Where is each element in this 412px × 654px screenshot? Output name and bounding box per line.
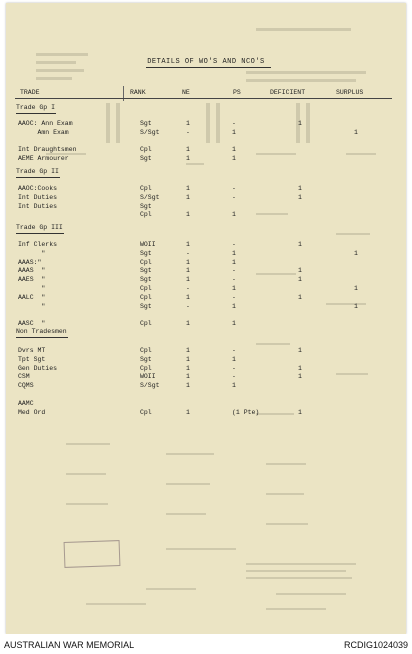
cell-ps: 1: [232, 258, 236, 266]
archive-footer: [0, 634, 412, 654]
cell-deficient: 1: [298, 408, 302, 416]
cell-trade: AAOC: Ann Exam: [18, 120, 73, 127]
header-ps: PS: [233, 89, 241, 96]
cell-ne: -: [186, 249, 190, 257]
cell-rank: Cpl: [140, 320, 152, 328]
cell-deficient: 1: [298, 185, 302, 192]
cell-rank: Sgt: [140, 120, 152, 127]
cell-rank: Cpl: [140, 347, 152, 354]
section-underline: [16, 337, 68, 338]
table-row: [6, 400, 406, 408]
cell-deficient: 1: [298, 373, 302, 381]
section-heading: Trade Gp III: [16, 224, 63, 231]
cell-ps: -: [232, 241, 236, 248]
table-row: [6, 276, 406, 284]
cell-rank: Sgt: [140, 249, 152, 257]
table-row: [6, 194, 406, 202]
cell-surplus: 1: [354, 128, 358, 136]
table-row: [6, 241, 406, 249]
section-underline: [16, 177, 60, 178]
table-row: [6, 347, 406, 355]
cell-surplus: 1: [354, 302, 358, 310]
cell-rank: Cpl: [140, 185, 152, 192]
document-sheet: [6, 3, 406, 634]
cell-trade: AEME Armourer: [18, 155, 69, 163]
table-row: [6, 311, 406, 319]
cell-trade: AASC ": [18, 320, 46, 328]
cell-rank: Sgt: [140, 302, 152, 310]
section-heading: Trade Gp I: [16, 104, 56, 111]
cell-trade: Gen Duties: [18, 364, 58, 372]
header-trade: TRADE: [20, 89, 40, 96]
table-row: [6, 259, 406, 267]
cell-ps: (1 Pte): [232, 408, 260, 416]
table-row: [6, 373, 406, 381]
cell-ps: -: [232, 373, 236, 381]
cell-ne: -: [186, 285, 190, 292]
cell-rank: Cpl: [140, 285, 152, 292]
cell-rank: Sgt: [140, 202, 152, 210]
header-rank: RANK: [130, 89, 146, 96]
cell-ps: -: [232, 293, 236, 301]
cell-ne: 1: [186, 267, 190, 275]
table-row: [6, 409, 406, 417]
cell-rank: Cpl: [140, 211, 152, 219]
cell-ne: 1: [186, 146, 190, 154]
cell-ps: 1: [232, 128, 236, 136]
cell-ps: 1: [232, 355, 236, 363]
cell-ne: 1: [186, 276, 190, 284]
cell-trade: Int Draughtsmen: [18, 146, 77, 154]
cell-ps: -: [232, 120, 236, 127]
cell-trade: ": [18, 249, 46, 257]
section-heading: Trade Gp II: [16, 168, 59, 175]
section-heading: Non Tradesmen: [16, 328, 67, 335]
cell-trade: AAES ": [18, 276, 46, 284]
cell-rank: S/Sgt: [140, 382, 160, 390]
cell-deficient: 1: [298, 276, 302, 284]
table-row: [6, 250, 406, 258]
cell-ne: 1: [186, 193, 190, 201]
cell-rank: Cpl: [140, 408, 152, 416]
cell-ne: 1: [186, 382, 190, 390]
header-ne: NE: [182, 89, 190, 96]
table-row: [6, 120, 406, 128]
cell-rank: Sgt: [140, 267, 152, 275]
cell-surplus: 1: [354, 285, 358, 292]
section-underline: [16, 113, 56, 114]
cell-trade: Med Ord: [18, 408, 46, 416]
cell-ps: 1: [232, 320, 236, 328]
cell-ne: 1: [186, 373, 190, 381]
cell-ne: 1: [186, 293, 190, 301]
cell-ne: 1: [186, 355, 190, 363]
cell-deficient: 1: [298, 293, 302, 301]
cell-ps: 1: [232, 155, 236, 163]
cell-trade: AAAS:": [18, 258, 42, 266]
cell-deficient: 1: [298, 267, 302, 275]
cell-rank: WOII: [140, 241, 156, 248]
cell-ps: -: [232, 364, 236, 372]
cell-ne: 1: [186, 320, 190, 328]
table-row: [6, 155, 406, 163]
cell-ne: 1: [186, 185, 190, 192]
table-row: [6, 285, 406, 293]
cell-trade: AAMC: [18, 399, 34, 407]
cell-trade: ": [18, 285, 46, 292]
cell-trade: CQMS: [18, 382, 34, 390]
cell-ne: -: [186, 128, 190, 136]
cell-ne: 1: [186, 347, 190, 354]
cell-trade: AAAS ": [18, 267, 46, 275]
cell-ps: 1: [232, 146, 236, 154]
cell-trade: Dvrs MT: [18, 347, 46, 354]
cell-trade: Tpt Sgt: [18, 355, 46, 363]
table-row: [6, 391, 406, 399]
archive-reference: RCDIG1024039: [343, 640, 408, 650]
cell-ps: 1: [232, 211, 236, 219]
cell-ps: -: [232, 267, 236, 275]
cell-trade: CSM: [18, 373, 30, 381]
cell-deficient: 1: [298, 120, 302, 127]
header-surplus: SURPLUS: [336, 89, 364, 96]
cell-ps: -: [232, 347, 236, 354]
table-row: [6, 203, 406, 211]
cell-deficient: 1: [298, 364, 302, 372]
header-rule: [15, 98, 392, 99]
cell-rank: Sgt: [140, 355, 152, 363]
cell-trade: Int Duties: [18, 202, 58, 210]
table-row: [6, 303, 406, 311]
cell-ne: 1: [186, 241, 190, 248]
cell-trade: Int Duties: [18, 193, 58, 201]
cell-deficient: 1: [298, 193, 302, 201]
table-row: [6, 129, 406, 137]
cell-rank: Cpl: [140, 146, 152, 154]
cell-trade: AAOC:Cooks: [18, 185, 58, 192]
cell-rank: Sgt: [140, 155, 152, 163]
cell-rank: Cpl: [140, 364, 152, 372]
cell-ps: -: [232, 276, 236, 284]
cell-rank: Sgt: [140, 276, 152, 284]
table-row: [6, 365, 406, 373]
cell-trade: Amn Exam: [18, 128, 69, 136]
cell-deficient: 1: [298, 347, 302, 354]
table-row: [6, 185, 406, 193]
cell-rank: S/Sgt: [140, 128, 160, 136]
table-row: [6, 356, 406, 364]
cell-ne: 1: [186, 120, 190, 127]
header-deficient: DEFICIENT: [270, 89, 306, 96]
table-row: [6, 382, 406, 390]
section-underline: [16, 233, 64, 234]
cell-trade: AALC ": [18, 293, 46, 301]
title-underline: [146, 67, 271, 68]
table-row: [6, 320, 406, 328]
cell-rank: S/Sgt: [140, 193, 160, 201]
table-row: [6, 267, 406, 275]
cell-ps: 1: [232, 285, 236, 292]
page-title: DETAILS OF WO'S AND NCO'S: [147, 58, 265, 66]
cell-ne: 1: [186, 408, 190, 416]
table-row: [6, 138, 406, 146]
cell-rank: WOII: [140, 373, 156, 381]
cell-rank: Cpl: [140, 258, 152, 266]
cell-trade: ": [18, 302, 46, 310]
table-row: [6, 294, 406, 302]
cell-ne: 1: [186, 364, 190, 372]
archive-credit: AUSTRALIAN WAR MEMORIAL: [4, 640, 135, 650]
cell-surplus: 1: [354, 249, 358, 257]
cell-rank: Cpl: [140, 293, 152, 301]
cell-ne: 1: [186, 211, 190, 219]
cell-ne: 1: [186, 155, 190, 163]
cell-ps: 1: [232, 302, 236, 310]
cell-trade: Inf Clerks: [18, 241, 58, 248]
cell-ps: -: [232, 185, 236, 192]
table-row: [6, 211, 406, 219]
table-row: [6, 146, 406, 154]
cell-ps: -: [232, 193, 236, 201]
cell-ne: 1: [186, 258, 190, 266]
cell-ps: 1: [232, 249, 236, 257]
cell-deficient: 1: [298, 241, 302, 248]
faded-stamp: [64, 540, 121, 568]
cell-ne: -: [186, 302, 190, 310]
cell-ps: 1: [232, 382, 236, 390]
